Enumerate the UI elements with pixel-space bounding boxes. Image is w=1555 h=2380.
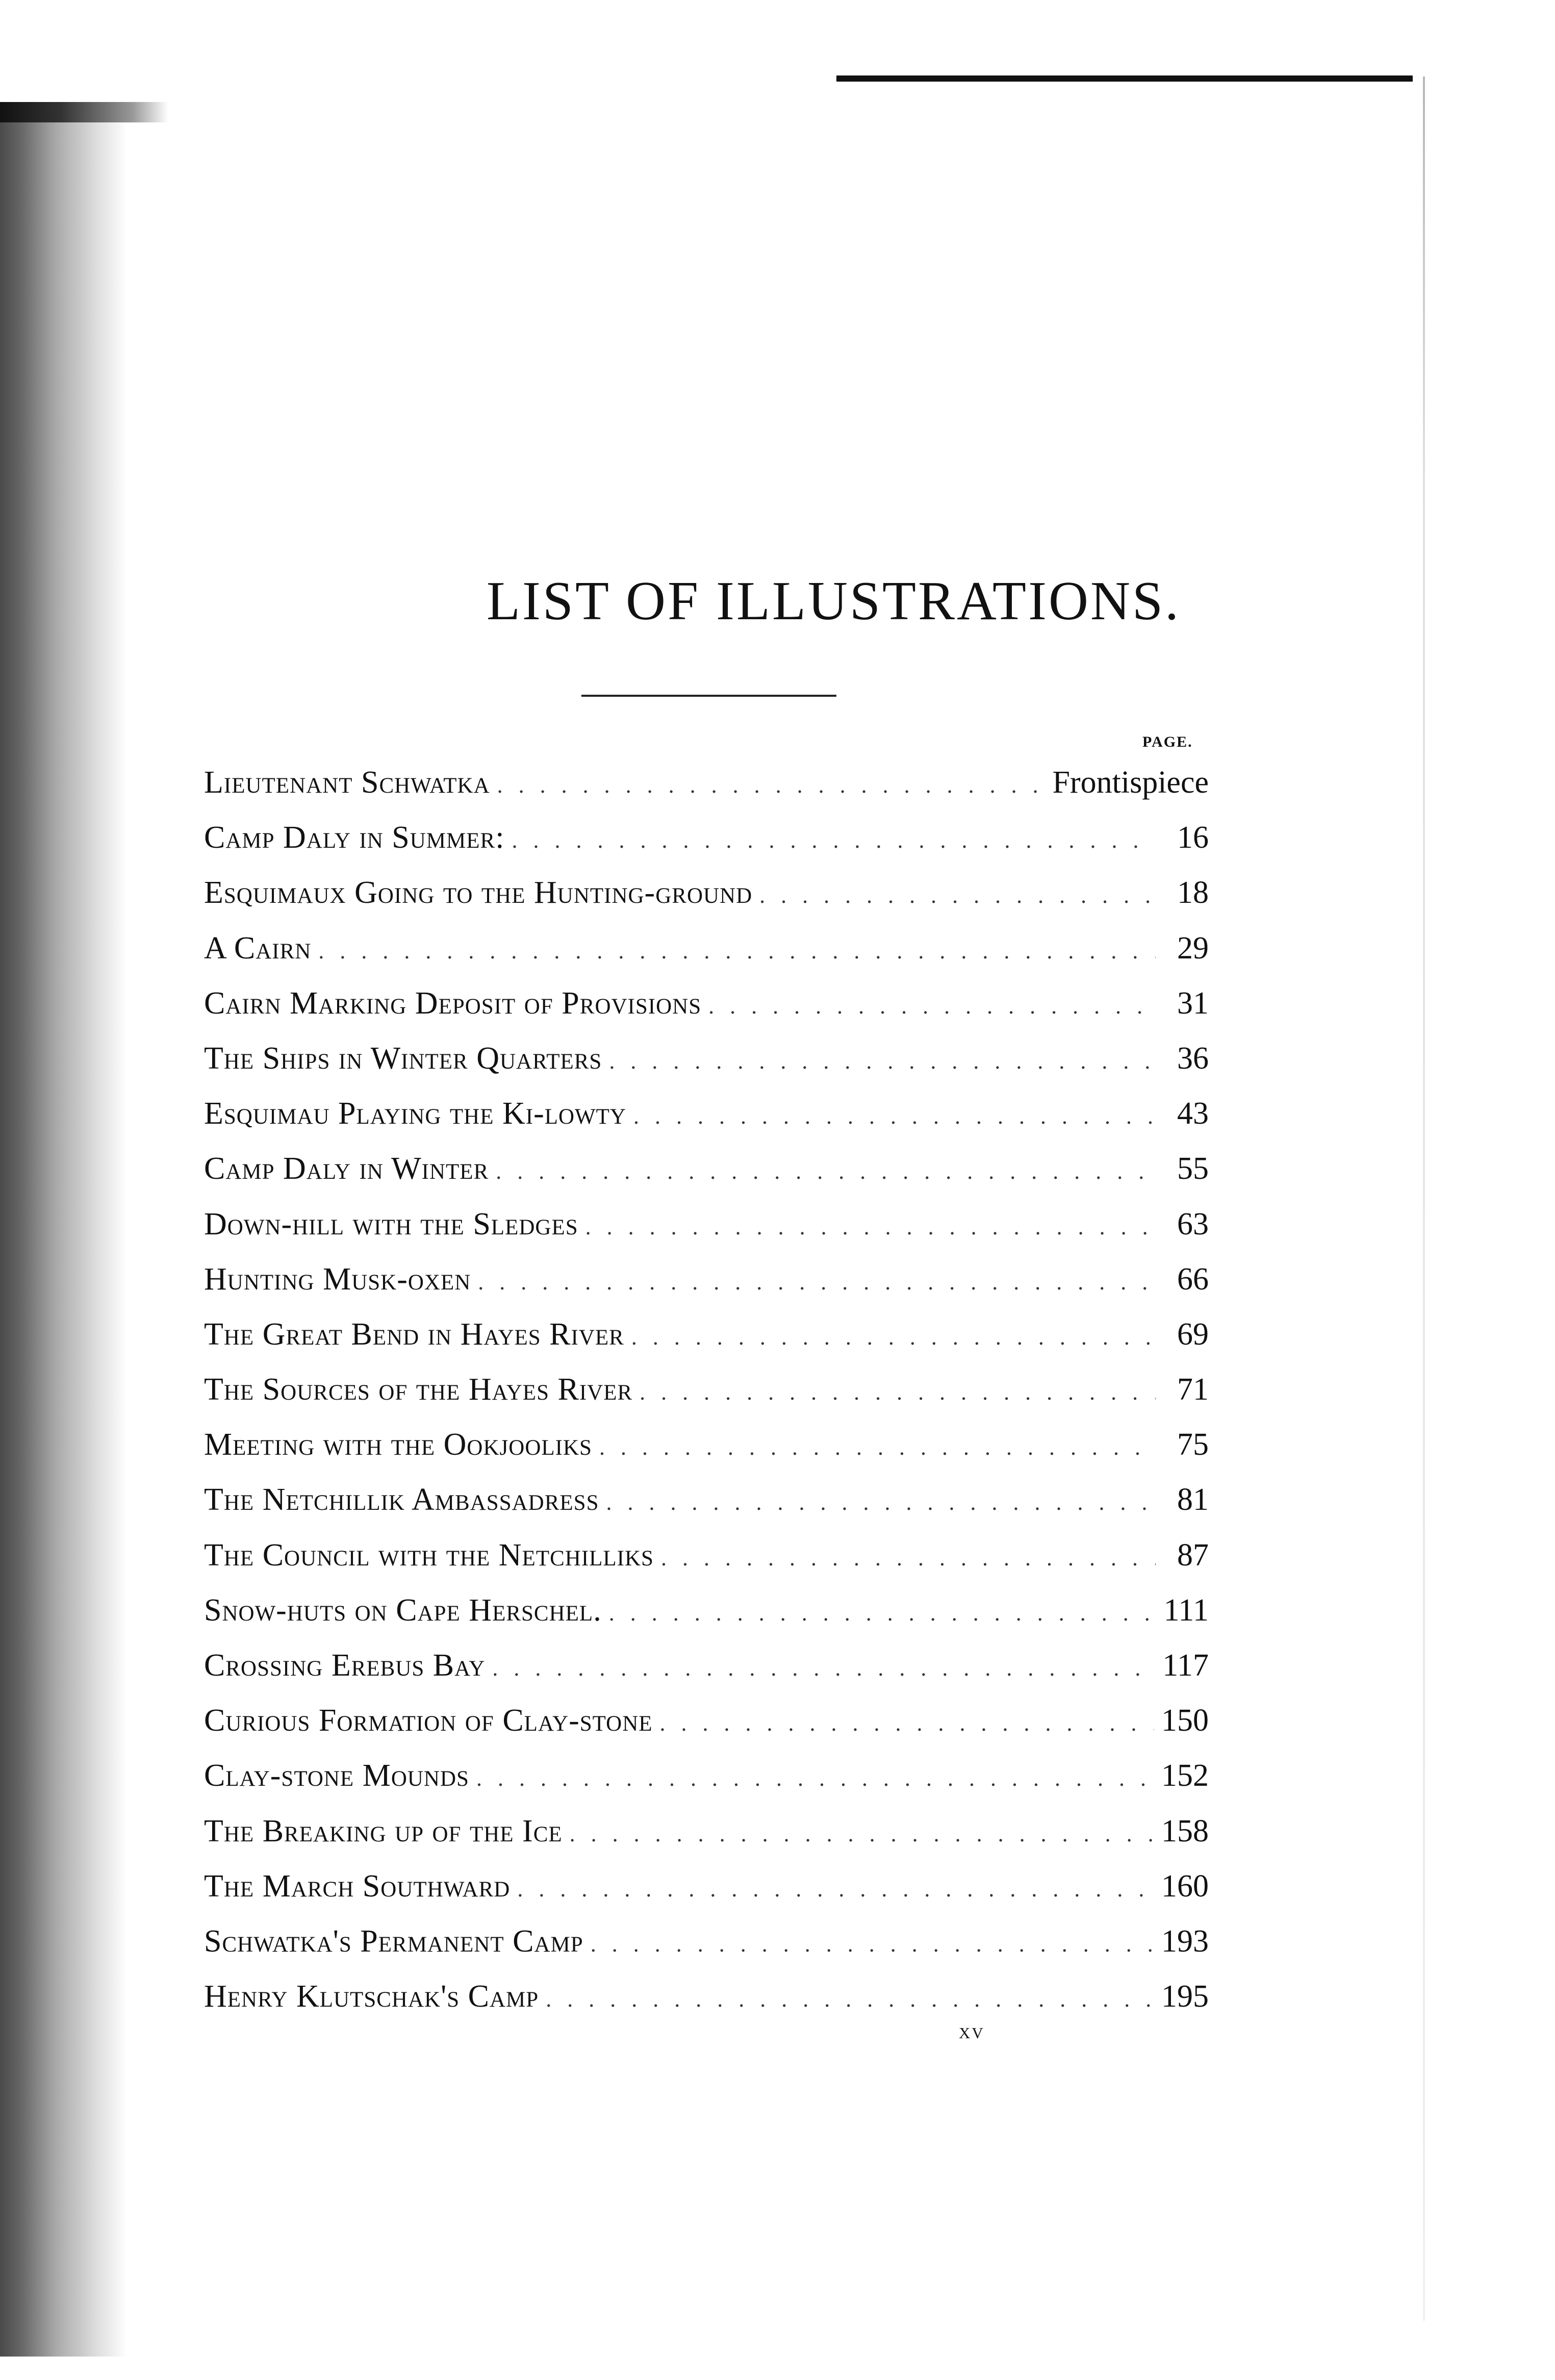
entry-page: 63 — [1177, 1206, 1209, 1242]
entry-title: The Netchillik Ambassadress — [204, 1482, 599, 1517]
list-item — [204, 1472, 1209, 1527]
entry-title: The Breaking up of the Ice — [204, 1813, 563, 1849]
dot-leader — [512, 813, 1156, 868]
dot-leader — [631, 1310, 1156, 1365]
entry-page: 29 — [1177, 930, 1209, 966]
entry-page: 150 — [1161, 1703, 1209, 1738]
entry-page: 195 — [1161, 1979, 1209, 2014]
entry-title: Lieutenant Schwatka — [204, 765, 490, 800]
list-item — [204, 1086, 1209, 1141]
entry-page: Frontispiece — [1052, 765, 1209, 800]
list-item — [204, 1638, 1209, 1693]
page-title: LIST OF ILLUSTRATIONS. — [486, 571, 1181, 631]
dot-leader — [599, 1420, 1156, 1475]
entry-title: A Cairn — [204, 930, 312, 966]
list-item — [204, 1583, 1209, 1638]
entry-title: Esquimau Playing the Ki-lowty — [204, 1096, 626, 1131]
entry-page: 81 — [1177, 1482, 1209, 1517]
list-item — [204, 1362, 1209, 1417]
dot-leader — [606, 1475, 1156, 1530]
entry-title: Snow-huts on Cape Herschel. — [204, 1592, 602, 1628]
top-edge-rule — [836, 75, 1413, 82]
list-item — [204, 921, 1209, 976]
page-column-label: PAGE. — [1142, 733, 1193, 750]
entry-title: Camp Daly in Summer: — [204, 820, 505, 855]
entry-page: 18 — [1177, 875, 1209, 910]
entry-title: The Great Bend in Hayes River — [204, 1316, 624, 1352]
list-item — [204, 1307, 1209, 1362]
entry-title: Camp Daly in Winter — [204, 1151, 489, 1186]
entry-page: 111 — [1163, 1592, 1209, 1628]
binding-shadow — [0, 102, 128, 2357]
entry-title: Schwatka's Permanent Camp — [204, 1923, 583, 1959]
list-item — [204, 1748, 1209, 1803]
dot-leader — [492, 1641, 1155, 1696]
entry-title: Crossing Erebus Bay — [204, 1648, 486, 1683]
list-item — [204, 1693, 1209, 1748]
list-item — [204, 976, 1209, 1031]
entry-title: The March Southward — [204, 1868, 511, 1904]
entry-page: 31 — [1177, 985, 1209, 1021]
list-item — [204, 810, 1209, 865]
entry-title: The Ships in Winter Quarters — [204, 1041, 602, 1076]
dot-leader — [609, 1586, 1156, 1641]
entry-page: 193 — [1161, 1923, 1209, 1959]
dot-leader — [318, 924, 1156, 979]
list-item — [204, 1031, 1209, 1086]
list-item — [204, 1914, 1209, 1969]
entry-page: 16 — [1177, 820, 1209, 855]
dot-leader — [609, 1034, 1156, 1089]
list-item — [204, 1859, 1209, 1914]
entry-title: Meeting with the Ookjooliks — [204, 1427, 592, 1462]
list-item — [204, 1197, 1209, 1252]
dot-leader — [591, 1917, 1154, 1972]
entry-title: Esquimaux Going to the Hunting-ground — [204, 875, 753, 910]
dot-leader — [517, 1862, 1154, 1917]
list-item — [204, 865, 1209, 920]
entry-page: 117 — [1162, 1648, 1209, 1683]
dot-leader — [570, 1807, 1154, 1862]
entry-title: The Sources of the Hayes River — [204, 1372, 633, 1407]
entry-page: 66 — [1177, 1261, 1209, 1297]
title-rule — [581, 695, 836, 697]
entry-page: 160 — [1161, 1868, 1209, 1904]
dot-leader — [660, 1696, 1154, 1751]
folio-number: xv — [959, 2018, 985, 2043]
dot-leader — [640, 1365, 1156, 1420]
dot-leader — [759, 868, 1156, 923]
page-right-edge — [1423, 77, 1425, 2321]
dot-leader — [478, 1255, 1156, 1310]
illustrations-list — [204, 755, 1209, 2024]
dot-leader — [546, 1972, 1154, 2027]
dot-leader — [585, 1200, 1156, 1255]
entry-page: 43 — [1177, 1096, 1209, 1131]
entry-page: 158 — [1161, 1813, 1209, 1849]
list-item — [204, 1252, 1209, 1307]
dot-leader — [476, 1751, 1154, 1806]
dot-leader — [661, 1531, 1156, 1586]
list-item — [204, 755, 1209, 810]
dot-leader — [496, 1144, 1156, 1199]
entry-page: 36 — [1177, 1041, 1209, 1076]
entry-title: Hunting Musk-oxen — [204, 1261, 471, 1297]
entry-page: 87 — [1177, 1537, 1209, 1573]
list-item — [204, 1417, 1209, 1472]
entry-page: 152 — [1161, 1758, 1209, 1793]
list-item — [204, 1528, 1209, 1583]
dot-leader — [497, 758, 1046, 813]
entry-page: 55 — [1177, 1151, 1209, 1186]
entry-title: Cairn Marking Deposit of Provisions — [204, 985, 702, 1021]
entry-title: Clay-stone Mounds — [204, 1758, 469, 1793]
list-item — [204, 1141, 1209, 1196]
entry-page: 71 — [1177, 1372, 1209, 1407]
list-item — [204, 1804, 1209, 1859]
binding-top-shadow — [0, 102, 168, 122]
list-item — [204, 1969, 1209, 2024]
entry-title: Henry Klutschak's Camp — [204, 1979, 539, 2014]
entry-page: 75 — [1177, 1427, 1209, 1462]
entry-page: 69 — [1177, 1316, 1209, 1352]
entry-title: The Council with the Netchilliks — [204, 1537, 654, 1573]
entry-title: Curious Formation of Clay-stone — [204, 1703, 653, 1738]
dot-leader — [633, 1089, 1156, 1144]
entry-title: Down-hill with the Sledges — [204, 1206, 578, 1242]
dot-leader — [708, 979, 1156, 1034]
